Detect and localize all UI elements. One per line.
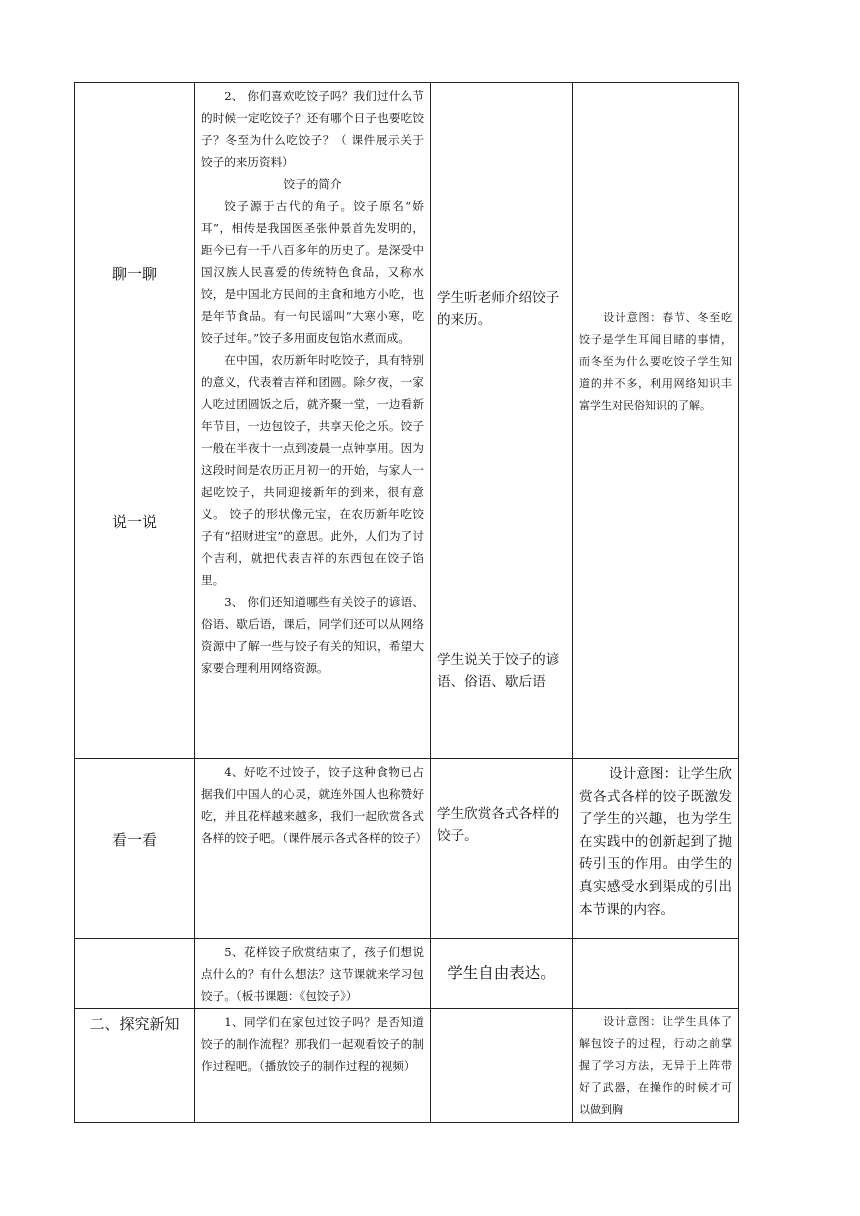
- section-subtitle: 饺子的简介: [283, 177, 342, 191]
- design-intent-text: 设计意图：让学生具体了解包饺子的过程，行动之前掌握了学习方法，无异于上阵带好了武器，在操作的时候才可以做到胸: [579, 1015, 732, 1116]
- student-activity-text: 学生欣赏各式各样的饺子。: [437, 806, 560, 844]
- student-activity-text: 学生自由表达。: [447, 964, 556, 982]
- teacher-activity-cell: [195, 1009, 431, 1123]
- teacher-activity-cell: [195, 83, 431, 759]
- stage-label-look: 看一看: [111, 831, 157, 849]
- intro-paragraph: 饺子源于古代的角子。饺子原名“娇耳”，相传是我国医圣张仲景首先发明的，距今已有一千八百多年的历史了。是深受中国汉族人民喜爱的传统特色食品，又称水饺，是中国北方民间的主食和地方小吃，也是年节食品。有一句民谣叫“大寒小寒，吃饺子过年。”饺子多用面皮包馅水煮而成。: [201, 199, 424, 345]
- table-row: [75, 1009, 739, 1123]
- table-row: [75, 939, 739, 1009]
- stage-cell: [75, 1009, 195, 1123]
- student-activity-text: 学生听老师介绍饺子的来历。: [437, 290, 560, 328]
- design-intent-text: 设计意图：春节、冬至吃饺子是学生耳闻目睹的事情，而冬至为什么要吃饺子学生知道的并不多，利用网络知识丰富学生对民俗知识的了解。: [579, 311, 732, 412]
- design-intent-text: 设计意图：让学生欣赏各式各样的饺子既激发了学生的兴趣，也为学生在实践中的创新起到了抛砖引玉的作用。由学生的真实感受水到渠成的引出本节课的内容。: [579, 766, 732, 918]
- stage-cell: [75, 939, 195, 1009]
- custom-paragraph: 在中国，农历新年时吃饺子，具有特别的意义，代表着吉祥和团圆。除夕夜，一家人吃过团圆饭之后，就齐聚一堂，一边看新年节目，一边包饺子，共享天伦之乐。饺子一般在半夜十一点到凌晨一点钟享用。因为这段时间是农历正月初一的开始，与家人一起吃饺子，共同迎接新年的到来，很有意义。 饺子的形状像元宝，在农历新年吃饺子有“招财进宝”的意思。此外，人们为了讨个吉利，就把代表吉祥的东西包在饺子馅里。: [201, 353, 424, 587]
- stage-cell: [75, 83, 195, 759]
- lesson-plan-table: [74, 82, 739, 1123]
- student-activity-text: 学生说关于饺子的谚语、俗语、歇后语: [437, 652, 560, 690]
- design-intent-cell: [573, 939, 739, 1009]
- question-paragraph: 2、 你们喜欢吃饺子吗？我们过什么节的时候一定吃饺子？还有哪个日子也要吃饺子？冬至为什么吃饺子？（ 课件展示关于饺子的来历资料）: [201, 89, 424, 169]
- stage-label-chat: 聊一聊: [111, 265, 157, 283]
- activity-paragraph: 5、花样饺子欣赏结束了，孩子们想说点什么的？有什么想法？这节课就来学习包饺子。（板书课题：《包饺子》）: [201, 945, 424, 1003]
- teacher-activity-cell: [195, 939, 431, 1009]
- proverb-paragraph: 3、 你们还知道哪些有关饺子的谚语、俗语、歇后语，课后，同学们还可以从网络资源中了解一些与饺子有关的知识，希望大家要合理利用网络资源。: [201, 595, 424, 675]
- design-intent-cell: [573, 1009, 739, 1123]
- stage-label-explore: 二、探究新知: [89, 1015, 180, 1033]
- design-intent-cell: [573, 759, 739, 939]
- design-intent-cell: [573, 83, 739, 759]
- activity-paragraph: 1、同学们在家包过饺子吗？是否知道饺子的制作流程？那我们一起观看饺子的制作过程吧。（播放饺子的制作过程的视频）: [201, 1015, 424, 1073]
- stage-label-say: 说一说: [111, 513, 157, 531]
- student-activity-cell: [431, 83, 573, 759]
- student-activity-cell: [431, 1009, 573, 1123]
- student-activity-cell: [431, 939, 573, 1009]
- student-activity-cell: [431, 759, 573, 939]
- teacher-activity-cell: [195, 759, 431, 939]
- activity-paragraph: 4、好吃不过饺子，饺子这种食物已占据我们中国人的心灵，就连外国人也称赞好吃，并且花样越来越多，我们一起欣赏各式各样的饺子吧。（课件展示各式各样的饺子）: [201, 765, 428, 845]
- table-row: [75, 759, 739, 939]
- table-row: [75, 83, 739, 759]
- stage-cell: [75, 759, 195, 939]
